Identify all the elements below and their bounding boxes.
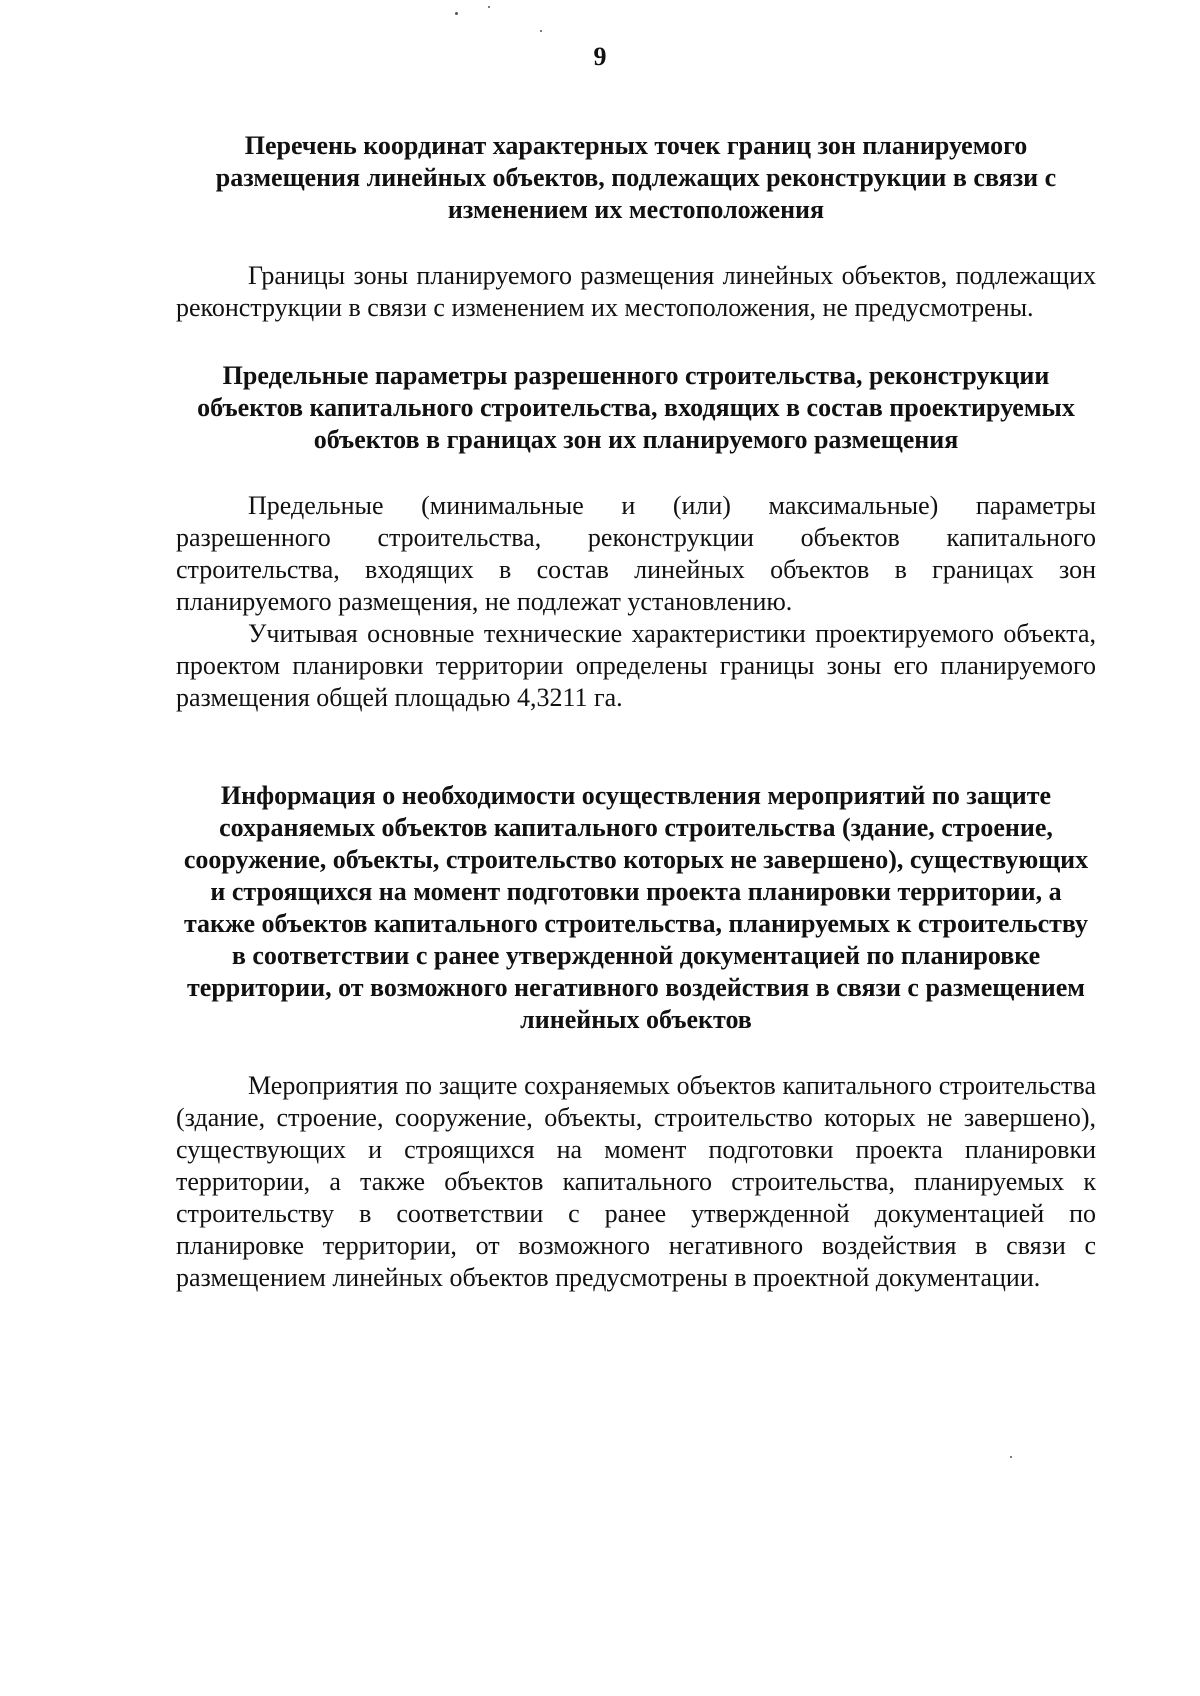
scan-artifact bbox=[1010, 1456, 1012, 1458]
page-number: 9 bbox=[593, 42, 607, 71]
document-body bbox=[176, 130, 1096, 1294]
paragraph: Мероприятия по защите сохраняемых объектов капитального строительства (здание, строение, сооружение, объекты, строительство которых не завершено), существующих и строящихся на момент подготовки проекта планировки территории, а также объектов капитального строительства, планируемых к строительству в соответствии с ранее утвержденной документацией по планировке территории, от возможного негативного воздействия в связи с размещением линейных объектов предусмотрены в проектной документации. bbox=[176, 1071, 1096, 1292]
section-heading: Перечень координат характерных точек границ зон планируемого размещения линейных объектов, подлежащих реконструкции в связи с изменением их местоположения bbox=[215, 131, 1057, 224]
paragraph: Границы зоны планируемого размещения линейных объектов, подлежащих реконструкции в связи с изменением их местоположения, не предусмотрены. bbox=[176, 261, 1096, 322]
scan-artifact bbox=[488, 6, 490, 8]
scan-artifact bbox=[455, 12, 458, 15]
scan-artifact bbox=[540, 30, 542, 32]
paragraph: Предельные (минимальные и (или) максимальные) параметры разрешенного строительства, реконструкции объектов капитального строительства, входящих в состав линейных объектов в границах зон планируемого размещения, не подлежат установлению. bbox=[176, 491, 1096, 616]
section-protection-measures bbox=[176, 780, 1096, 1294]
section-limit-parameters bbox=[176, 360, 1096, 714]
paragraph: Учитывая основные технические характеристики проектируемого объекта, проектом планировки территории определены границы зоны его планируемого размещения общей площадью 4,3211 га. bbox=[176, 619, 1096, 712]
section-coordinates bbox=[176, 130, 1096, 324]
section-heading: Предельные параметры разрешенного строительства, реконструкции объектов капитального строительства, входящих в состав проектируемых объектов в границах зон их планируемого размещения bbox=[197, 361, 1075, 454]
section-heading: Информация о необходимости осуществления мероприятий по защите сохраняемых объектов капитального строительства (здание, строение, сооружение, объекты, строительство которых не завершено), существующих и строящихся на момент подготовки проекта планировки территории, а также объектов капитального строительства, планируемых к строительству в соответствии с ранее утвержденной документацией по планировке территории, от возможного негативного воздействия в связи с размещением линейных объектов bbox=[183, 781, 1089, 1034]
